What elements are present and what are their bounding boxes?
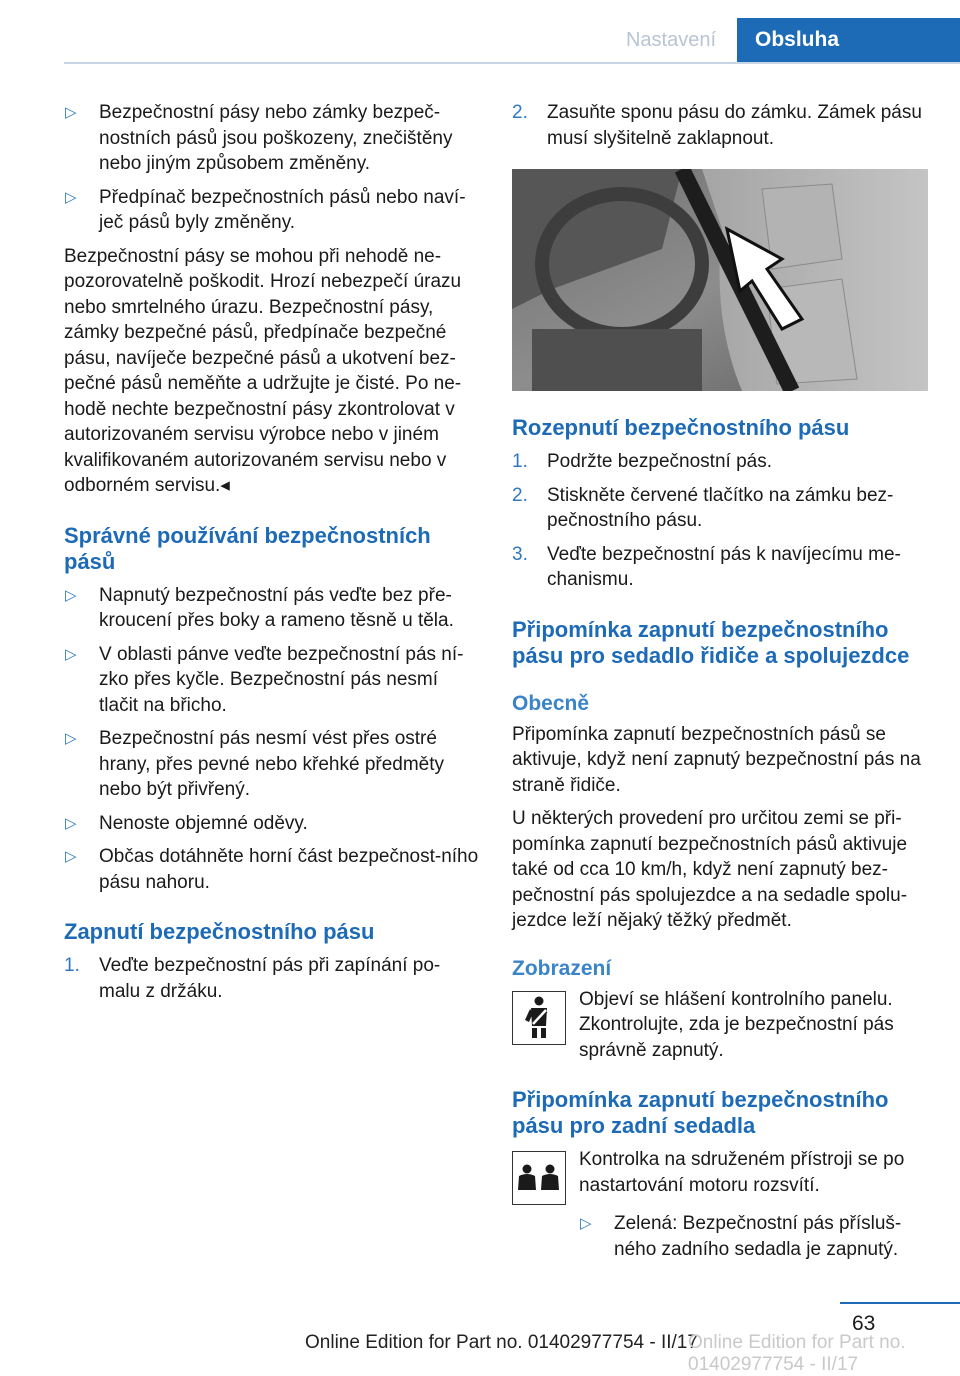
list-item: ▷ Zelená: Bezpečnostní pás přísluš‐ného zadního sedadla je zapnutý.: [580, 1213, 902, 1260]
heading-release: Rozepnutí bezpečnostního pásu: [512, 415, 850, 440]
fasten-steps: [64, 953, 480, 1004]
step-number: 2.: [512, 484, 528, 506]
list-item: ▷ Občas dotáhněte horní část bezpečnost‐ního pásu nahoru.: [65, 846, 479, 893]
fasten-steps-continued: [512, 100, 928, 151]
triangle-bullet-icon: ▷: [65, 848, 77, 865]
rear-text: Kontrolka na sdruženém přístroji se po nastartování motoru rozsvítí.: [579, 1149, 905, 1196]
list-item: ▷ Bezpečnostní pás nesmí vést přes ostré hrany, přes pevné nebo křehké předměty nebo být přivřený.: [65, 728, 445, 800]
display-info: [512, 987, 928, 1064]
triangle-bullet-icon: ▷: [65, 645, 77, 663]
seatbelt-warning-icon: [512, 991, 566, 1045]
triangle-bullet-icon: ▷: [580, 1215, 592, 1232]
rear-occupants-icon: [512, 1151, 566, 1205]
tab-nastaveni[interactable]: Nastavení: [606, 18, 736, 62]
list-item: ▷ Napnutý bezpečnostní pás veďte bez pře‐kroucení přes boky a rameno těsně u těla.: [65, 584, 454, 631]
page-header: [0, 0, 960, 62]
page-number: 63: [852, 1312, 876, 1335]
warning-paragraph: Bezpečnostní pásy se mohou při nehodě ne‐pozorovatelně poškodit. Hrozí nebezpečí úrazu nebo smrtelného úrazu. Bezpečnostní pásy, zámky bezpečné pásů, předpínače bezpečné pásu, navíječe bezpečné pásů a ukotvení bez‐pečné pásů neměňte a udržujte je čisté. Po ne‐hodě nechte bezpečnostní pásy zkontrolovat v autorizovaném servisu výrobce nebo v jiném kvalifikovaném autorizovaném servisu nebo v odborném servisu.◂: [64, 245, 462, 496]
footer-divider: [840, 1302, 960, 1304]
tab-obsluha[interactable]: Obsluha: [737, 18, 960, 62]
triangle-bullet-icon: ▷: [65, 730, 77, 747]
list-item: ▷ Předpínač bezpečnostních pásů nebo naví‐ječ pásů byly změněny.: [65, 186, 466, 233]
step-number: 2.: [512, 102, 528, 123]
general-paragraph-2: U některých provedení pro určitou zemi se při‐pomínka zapnutí bezpečnostních pásů aktivuje také od cca 10 km/h, když není zapnutý bez‐pečnostní pás spolujezdce a na sedadle spolu‐jezdce leží nějaký těžký předmět.: [512, 808, 908, 931]
list-item: 1. Veďte bezpečnostní pás při zapínání po‐malu z držáku.: [64, 955, 441, 1002]
list-item: 1. Podržte bezpečnostní pás.: [512, 449, 928, 475]
list-item: 2. Stiskněte červené tlačítko na zámku bez‐pečnostního pásu.: [512, 484, 894, 531]
list-item: 2. Zasuňte sponu pásu do zámku. Zámek pásu musí slyšitelně zaklapnout.: [512, 102, 922, 149]
step-number: 1.: [64, 955, 80, 976]
list-item: ▷ Bezpečnostní pásy nebo zámky bezpeč‐nostních pásů jsou poškozeny, znečištěny nebo jiným způsobem změněny.: [65, 102, 453, 174]
release-steps: [512, 449, 928, 593]
rear-status-list: [579, 1211, 928, 1262]
rear-info: [512, 1147, 928, 1203]
step-number: 1.: [512, 451, 528, 472]
triangle-bullet-icon: ▷: [65, 104, 77, 121]
list-item: 3. Veďte bezpečnostní pás k navíjecímu me‐chanismu.: [512, 543, 901, 590]
correct-use-list: [64, 583, 480, 896]
edition-label: Online Edition for Part no. 01402977754 - II/17: [305, 1332, 698, 1353]
display-text: Objeví se hlášení kontrolního panelu. Zkontrolujte, zda je bezpečnostní pás správně zapnutý.: [579, 988, 894, 1061]
heading-correct-use: Správné používání bezpečnostních pásů: [64, 522, 431, 574]
heading-reminder-rear: Připomínka zapnutí bezpečnostního pásu pro zadní sedadla: [512, 1087, 889, 1138]
watermark-text: Online Edition for Part no. 01402977754 - II/17: [688, 1332, 906, 1375]
list-item: ▷ V oblasti pánve veďte bezpečnostní pás ní‐zko přes kyčle. Bezpečnostní pás nesmí tlačit na břicho.: [65, 643, 464, 716]
triangle-bullet-icon: ▷: [65, 188, 77, 206]
heading-fasten: Zapnutí bezpečnostního pásu: [64, 919, 375, 944]
subheading-display: Zobrazení: [512, 956, 612, 980]
seatbelt-buckle-photo: [512, 169, 928, 391]
heading-reminder-driver: Připomínka zapnutí bezpečnostního pásu pro sedadlo řidiče a spolujezdce: [512, 616, 910, 668]
step-number: 3.: [512, 543, 528, 565]
triangle-bullet-icon: ▷: [65, 814, 77, 832]
subheading-general: Obecně: [512, 691, 590, 715]
triangle-bullet-icon: ▷: [65, 586, 77, 604]
general-paragraph-1: Připomínka zapnutí bezpečnostních pásů se aktivuje, když není zapnutý bezpečnostní pás na straně řidiče.: [512, 723, 921, 796]
right-column: [512, 100, 928, 1270]
left-column: [64, 100, 480, 1012]
warning-bullet-list: [64, 100, 480, 236]
list-item: ▷ Nenoste objemné oděvy.: [64, 811, 480, 837]
header-divider: [64, 62, 960, 64]
